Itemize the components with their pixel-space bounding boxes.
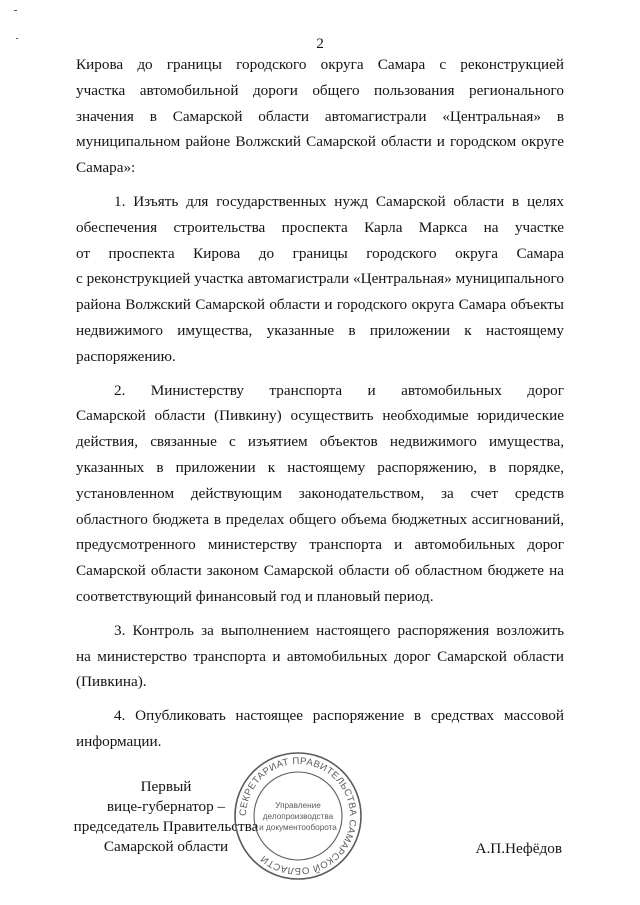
signatory-position-line: вице-губернатор – [106,798,226,815]
text-line: 4. Опубликовать настоящее распоряжение в средствах массовой [114,707,564,725]
document-body [76,52,564,755]
text-line: установленном действующим законодательством, за счет средств [76,484,564,502]
text-line-last: информации. [76,732,162,750]
text-line: района Волжский Самарской области и городского округа Самара объекты [76,296,564,314]
text-line: Самарской области (Пивкину) осуществить необходимые юридические [76,407,564,425]
text-line: обеспечения строительства проспекта Карла Маркса на участке [76,218,564,236]
paragraph-gap [76,610,564,618]
signer-name: А.П.Нефёдов [475,840,562,857]
text-line: значения в Самарской области автомагистрали «Центральная» в [76,107,564,125]
seal-center-line: делопроизводства [262,812,334,821]
text-line: на министерство транспорта и автомобильных дорог Самарской области [76,647,564,665]
text-line: предусмотренного министерству транспорта и автомобильных дорог [76,536,564,554]
text-line-last: Самара»: [76,159,136,177]
text-line: участка автомобильной дороги общего пользования регионального [76,81,564,99]
official-seal-stamp [232,750,364,882]
text-line: областного бюджета в пределах общего объема бюджетных ассигнований, [76,510,564,528]
text-line: действия, связанные с изъятием объектов недвижимого имущества, [76,433,564,451]
text-line-last: соответствующий финансовый год и плановый период. [76,587,434,605]
text-line: Кирова до границы городского округа Самара с реконструкцией [76,56,564,73]
paragraph-gap [76,695,564,703]
signatory-position-line: Самарской области [103,838,229,855]
seal-center-line: Управление [275,801,321,810]
text-line: недвижимого имущества, указанные в приложении к настоящему [76,321,564,339]
text-line: 2. Министерству транспорта и автомобильных дорог [114,381,564,399]
text-line: Самарской области законом Самарской области об областном бюджете на [76,562,564,580]
paragraph-gap [76,181,564,189]
text-line-last: распоряжению. [76,347,176,365]
text-line: 3. Контроль за выполнением настоящего распоряжения возложить [114,621,564,639]
text-line: от проспекта Кирова до границы городского округа Самара [76,244,564,262]
page-number: 2 [316,35,324,52]
seal-ring-text-path: СЕКРЕТАРИАТ ПРАВИТЕЛЬСТВА САМАРСКОЙ ОБЛАСТИ [237,755,359,877]
text-line: 1. Изъять для государственных нужд Самарской области в целях [114,192,564,210]
text-line: с реконструкцией участка автомагистрали «Центральная» муниципального [76,270,564,288]
text-line: указанных в приложении к настоящему распоряжению, в порядке, [76,458,564,476]
paragraph-gap [76,370,564,378]
seal-center-line: и документооборота [259,823,337,832]
signatory-position-line: председатель Правительства [73,818,259,835]
text-line: муниципальном районе Волжский Самарской области и городском округе [76,133,564,151]
signatory-position-line: Первый [140,778,192,795]
text-line-last: (Пивкина). [76,673,147,691]
scan-mark [14,10,17,11]
